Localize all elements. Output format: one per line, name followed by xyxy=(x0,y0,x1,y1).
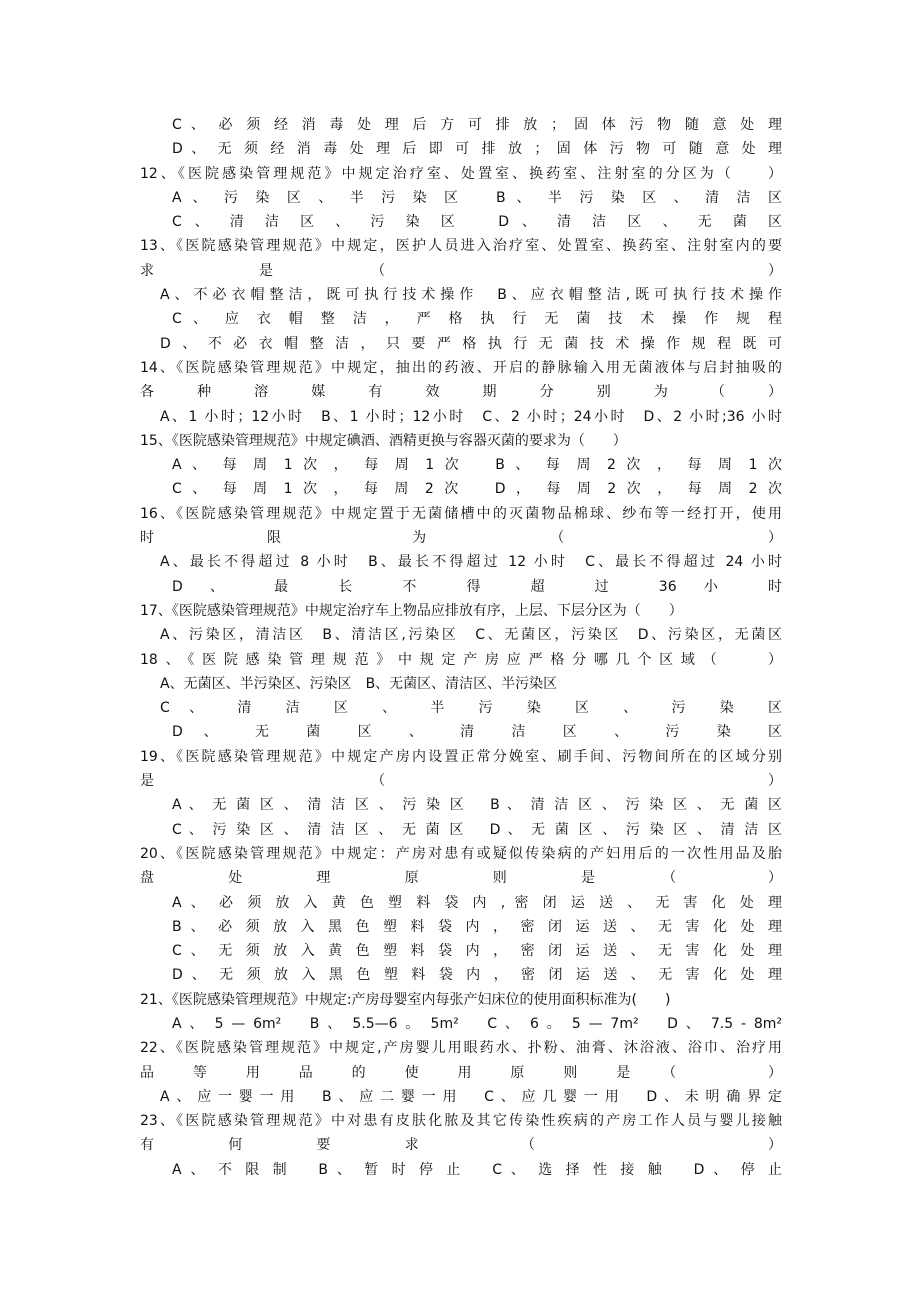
question-line: 18、《医院感染管理规范》中规定产房应严格分哪几个区域（ ） xyxy=(140,651,782,668)
question-line: 12、《医院感染管理规范》中规定治疗室、处置室、换药室、注射室的分区为（ ） xyxy=(140,165,782,182)
question-line: 23、《医院感染管理规范》中对患有皮肤化脓及其它传染性疾病的产房工作人员与婴儿接触 xyxy=(140,1113,782,1130)
question-line: 求 是 （ ） xyxy=(140,262,782,279)
question-line: 19、《医院感染管理规范》中规定产房内设置正常分娩室、刷手间、污物间所在的区域分别 xyxy=(140,748,782,765)
option-line: C 、 清 洁 区 、 半 污 染 区 、 污 染 区 xyxy=(160,700,782,717)
option-line: C 、 每 周 1 次 ， 每 周 2 次 D ， 每 周 2 次 ， 每 周 2 次 xyxy=(172,481,782,498)
option-line: A、无菌区、半污染区、污染区 B、无菌区、清洁区、半污染区 xyxy=(160,675,558,692)
question-line: 盘 处 理 原 则 是 （ ） xyxy=(140,870,782,887)
option-line: C 、 清 洁 区 、 污 染 区 D 、 清 洁 区 、 无 菌 区 xyxy=(172,214,782,231)
option-line: C 、 应 衣 帽 整 洁 ， 严 格 执 行 无 菌 技 术 操 作 规 程 xyxy=(172,311,782,328)
question-list xyxy=(140,113,782,1182)
option-line: D 、 无 须 放 入 黑 色 塑 料 袋 内 ， 密 闭 运 送 、 无 害 化 处 理 xyxy=(172,967,782,984)
option-line: A 、 必 须 放 入 黄 色 塑 料 袋 内 , 密 闭 运 送 、 无 害 化 处 理 xyxy=(172,894,782,911)
option-line: D 、 无 菌 区 、 清 洁 区 、 污 染 区 xyxy=(172,724,782,741)
option-line: D、不必衣帽整洁，只要严格执行无菌技术操作规程既可 xyxy=(160,335,782,352)
option-line: C 、 必 须 经 消 毒 处 理 后 方 可 排 放 ； 固 体 污 物 随 意 处 理 xyxy=(172,117,782,133)
question-line: 21、《医院感染管理规范》中规定:产房母婴室内每张产妇床位的使用面积标准为( ) xyxy=(140,991,671,1008)
option-line: A、1 小时；12小时 B、1 小时；12小时 C、2 小时；24小时 D、2 小时;36 小时 xyxy=(160,408,782,425)
question-line: 22、《医院感染管理规范》中规定,产房婴儿用眼药水、扑粉、油膏、沐浴液、浴巾、治疗用 xyxy=(140,1040,782,1057)
option-line: B 、 必 须 放 入 黑 色 塑 料 袋 内 ， 密 闭 运 送 、 无 害 化 处 理 xyxy=(172,918,782,935)
question-line: 16、《医院感染管理规范》中规定置于无菌储槽中的灭菌物品棉球、纱布等一经打开，使用 xyxy=(140,505,782,522)
question-line: 13、《医院感染管理规范》中规定，医护人员进入治疗室、处置室、换药室、注射室内的要 xyxy=(140,238,782,255)
option-line: A、最长不得超过 8 小时 B、最长不得超过 12 小时 C、最长不得超过 24 小时 xyxy=(160,554,782,571)
option-line: A、污染区，清洁区 B、清洁区,污染区 C、无菌区，污染区 D、污染区，无菌区 xyxy=(160,627,782,644)
question-line: 品 等 用 品 的 使 用 原 则 是 （ ） xyxy=(140,1064,782,1081)
option-line: D 、 最 长 不 得 超 过 36 小 时 xyxy=(172,578,782,595)
option-line: A 、 每 周 1 次 ， 每 周 1 次 B 、 每 周 2 次 ， 每 周 1 次 xyxy=(172,457,782,474)
question-line: 15、《医院感染管理规范》中规定碘酒、酒精更换与容器灭菌的要求为（ ） xyxy=(140,432,627,449)
question-line: 17、《医院感染管理规范》中规定治疗车上物品应排放有序，上层、下层分区为（ ） xyxy=(140,602,683,619)
question-line: 各 种 溶 媒 有 效 期 分 别 为 （ ） xyxy=(140,384,782,401)
question-line: 20、《医院感染管理规范》中规定：产房对患有或疑似传染病的产妇用后的一次性用品及胎 xyxy=(140,845,782,862)
question-line: 有 何 要 求 （ ） xyxy=(140,1137,782,1154)
question-line: 是 （ ） xyxy=(140,773,782,790)
option-line: A 、 无 菌 区 、 清 洁 区 、 污 染 区 B 、 清 洁 区 、 污 染 区 、 无 菌 区 xyxy=(172,797,782,814)
option-line: D 、 无 须 经 消 毒 处 理 后 即 可 排 放 ； 固 体 污 物 可 随 意 处 理 xyxy=(172,141,782,158)
option-line: A、不必衣帽整洁，既可执行技术操作 B、应衣帽整洁,既可执行技术操作 xyxy=(160,287,782,304)
question-line: 14、《医院感染管理规范》中规定，抽出的药液、开启的静脉输入用无菌液体与启封抽吸的 xyxy=(140,359,782,376)
question-line: 时 限 为 （ ） xyxy=(140,530,782,547)
option-line: A 、 污 染 区 、 半 污 染 区 B 、 半 污 染 区 、 清 洁 区 xyxy=(172,189,782,206)
option-line: C 、 污 染 区 、 清 洁 区 、 无 菌 区 D 、 无 菌 区 、 污 染 区 、 清 洁 区 xyxy=(172,821,782,838)
option-line: C 、 无 须 放 入 黄 色 塑 料 袋 内 ， 密 闭 运 送 、 无 害 化 处 理 xyxy=(172,943,782,960)
option-line: A 、 5 — 6m² B 、 5.5—6 。 5m² C 、 6 。 5 — 7m² D 、 7.5 - 8m² xyxy=(172,1015,782,1032)
option-line: A、应一婴一用 B、应二婴一用 C、应几婴一用 D、未明确界定 xyxy=(160,1088,782,1105)
option-line: A 、 不 限 制 B 、 暂 时 停 止 C 、 选 择 性 接 触 D 、 停 止 xyxy=(172,1161,782,1178)
